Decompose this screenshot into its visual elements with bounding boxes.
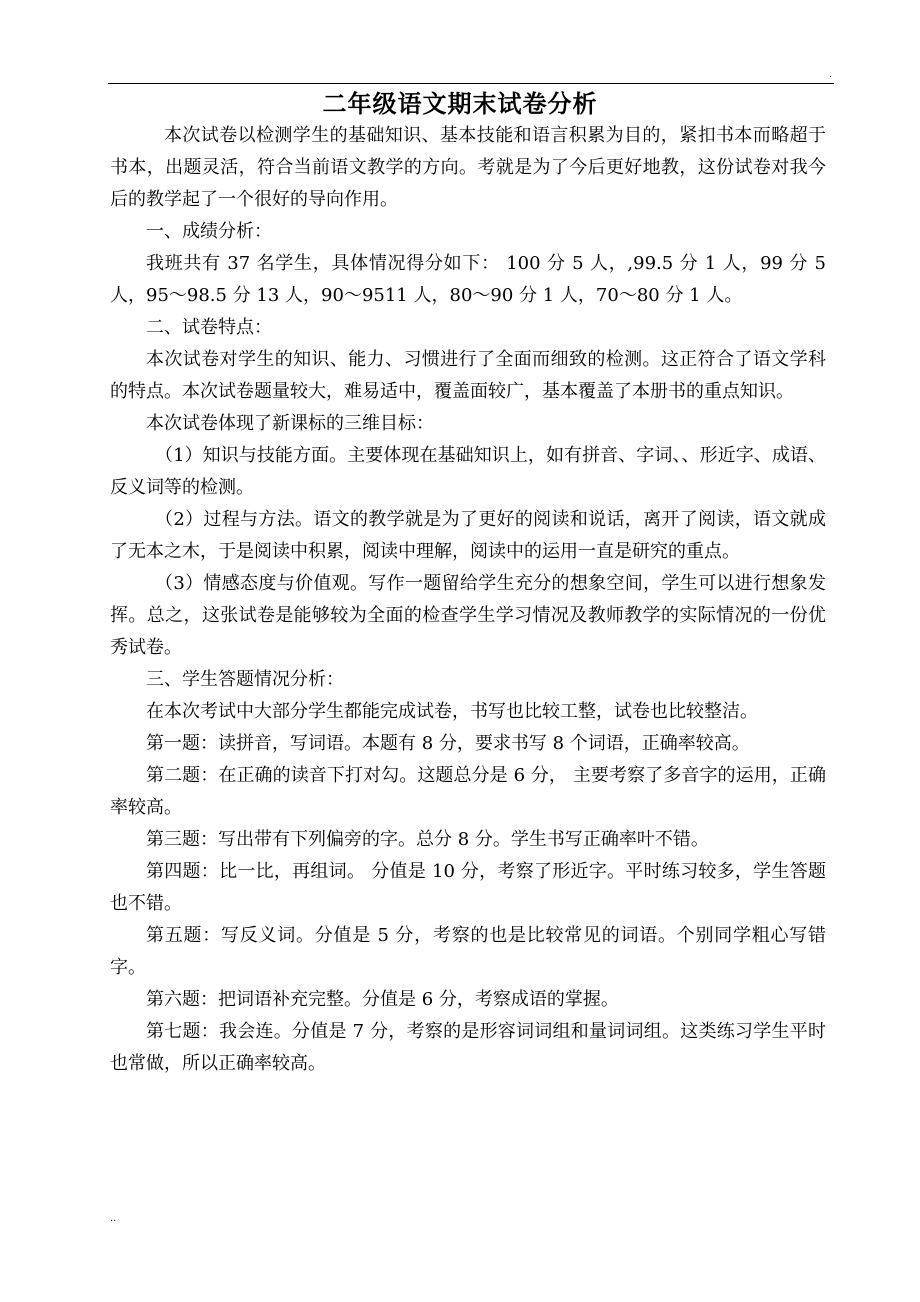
header-rule	[108, 83, 834, 84]
footer-corner-mark: ..	[110, 1213, 117, 1224]
intro-paragraph: 本次试卷以检测学生的基础知识、基本技能和语言积累为目的，紧扣书本而略超于书本，出题灵活，符合当前语文教学的方向。考就是为了今后更好地教，这份试卷对我今后的教学起了一个很好的导向作用。	[110, 125, 826, 210]
section-heading-features: 二、试卷特点：	[146, 317, 272, 338]
features-paragraph: 本次试卷对学生的知识、能力、习惯进行了全面而细致的检测。这正符合了语文学科的特点。本次试卷题量较大，难易适中，覆盖面较广，基本覆盖了本册书的重点知识。	[110, 349, 826, 402]
document-body	[110, 120, 826, 1080]
section-heading-answers: 三、学生答题情况分析：	[146, 669, 344, 690]
goal-item-2: （2）过程与方法。语文的教学就是为了更好的阅读和说话，离开了阅读，语文就成了无本之木，于是阅读中积累，阅读中理解，阅读中的运用一直是研究的重点。	[110, 509, 826, 562]
question-7-analysis: 第七题：我会连。分值是 7 分，考察的是形容词词组和量词词组。这类练习学生平时也常做，所以正确率较高。	[110, 1021, 826, 1074]
question-6-analysis: 第六题：把词语补充完整。分值是 6 分，考察成语的掌握。	[146, 989, 619, 1010]
section-heading-scores: 一、成绩分析：	[146, 221, 272, 242]
question-2-analysis: 第二题：在正确的读音下打对勾。这题总分是 6 分， 主要考察了多音字的运用，正确率较高。	[110, 765, 826, 818]
goal-item-1: （1）知识与技能方面。主要体现在基础知识上，如有拼音、字词、、形近字、成语、反义词等的检测。	[110, 445, 826, 498]
question-3-analysis: 第三题：写出带有下列偏旁的字。总分 8 分。学生书写正确率叶不错。	[146, 829, 709, 850]
question-4-analysis: 第四题：比一比，再组词。 分值是 10 分，考察了形近字。平时练习较多，学生答题也不错。	[110, 861, 826, 914]
header-corner-mark: .	[829, 69, 833, 80]
goal-item-3: （3）情感态度与价值观。写作一题留给学生充分的想象空间，学生可以进行想象发挥。总之，这张试卷是能够较为全面的检查学生学习情况及教师教学的实际情况的一份优秀试卷。	[110, 573, 826, 658]
answers-overview: 在本次考试中大部分学生都能完成试卷，书写也比较工整，试卷也比较整洁。	[146, 701, 758, 722]
question-5-analysis: 第五题：写反义词。分值是 5 分，考察的也是比较常见的词语。个别同学粗心写错字。	[110, 925, 826, 978]
scores-paragraph: 我班共有 37 名学生，具体情况得分如下： 100 分 5 人，,99.5 分 1 人，99 分 5 人，95～98.5 分 13 人，90～9511 人，80～90 分 1 人，70～80 分 1 人。	[110, 253, 826, 306]
goals-intro: 本次试卷体现了新课标的三维目标：	[146, 413, 434, 434]
document-title: 二年级语文期末试卷分析	[322, 89, 598, 118]
question-1-analysis: 第一题：读拼音，写词语。本题有 8 分，要求书写 8 个词语，正确率较高。	[146, 733, 750, 754]
